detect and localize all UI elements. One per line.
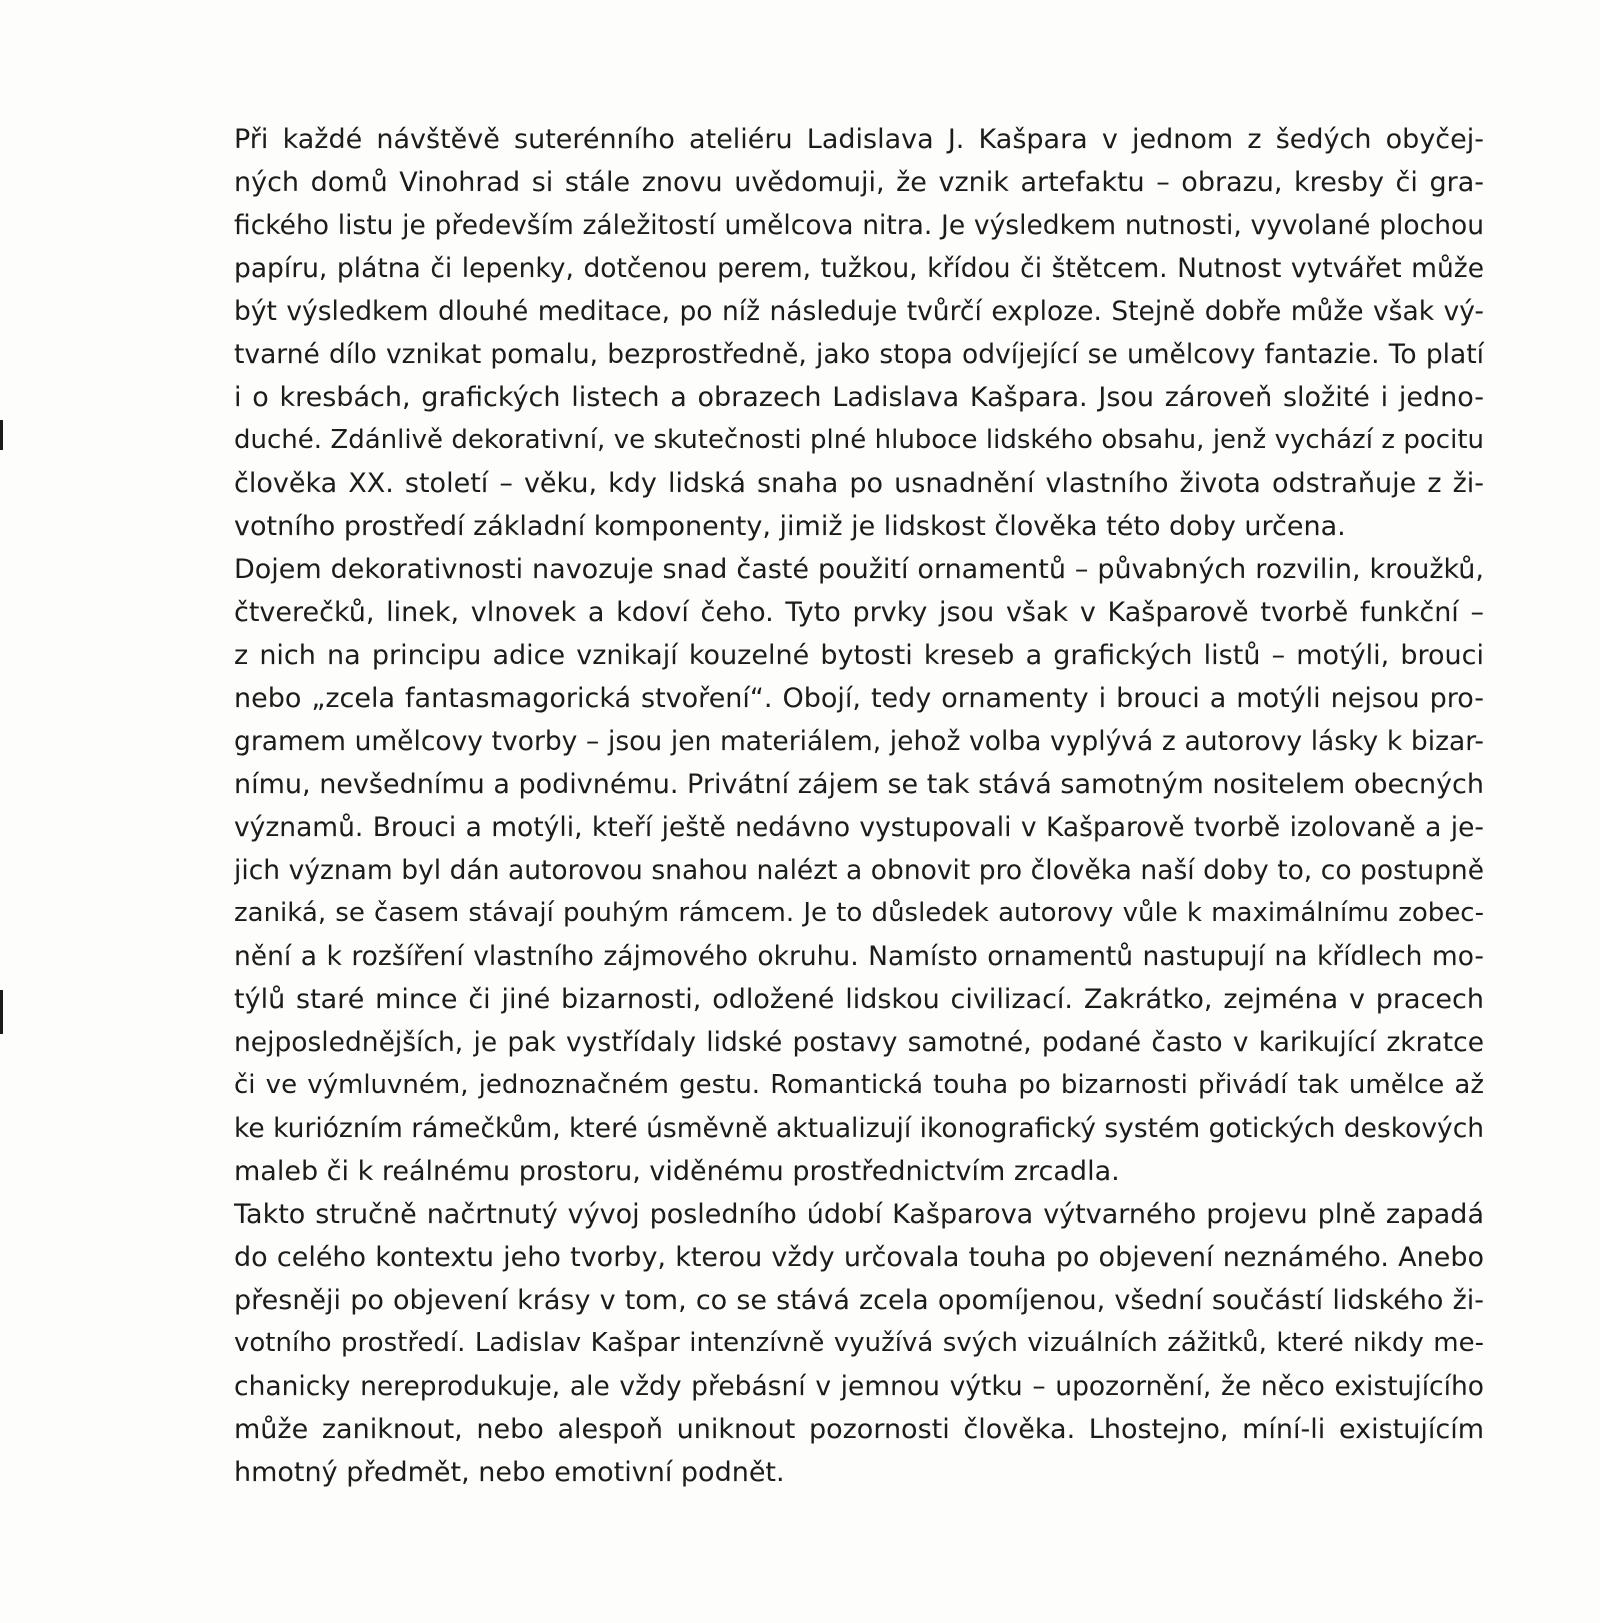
text-line: nímu, nevšednímu a podivnému. Privátní zájem se tak stává samotným nositelem obecných [234,769,1484,800]
text-line: týlů staré mince či jiné bizarnosti, odložené lidskou civilizací. Zakrátko, zejména v pracech [234,984,1484,1015]
text-line: významů. Brouci a motýli, kteří ještě nedávno vystupovali v Kašparově tvorbě izolovaně a je- [234,812,1484,843]
text-line: nění a k rozšíření vlastního zájmového okruhu. Namísto ornamentů nastupují na křídlech mo- [234,941,1484,972]
page-edge-mark [0,420,3,450]
text-line: nejposlednějších, je pak vystřídaly lidské postavy samotné, podané často v karikující zkratce [234,1027,1484,1058]
text-line: ke kuriózním rámečkům, které úsměvně aktualizují ikonografický systém gotických deskových [234,1113,1484,1144]
text-line: zaniká, se časem stávají pouhým rámcem. Je to důsledek autorovy vůle k maximálnímu zobec- [234,898,1484,928]
text-line: člověka XX. století – věku, kdy lidská snaha po usnadnění vlastního života odstraňuje z ži- [234,468,1484,499]
text-line: papíru, plátna či lepenky, dotčenou perem, tužkou, křídou či štětcem. Nutnost vytvářet může [234,253,1484,284]
text-line: či ve výmluvném, jednoznačném gestu. Romantická touha po bizarnosti přivádí tak umělce až [234,1070,1484,1100]
text-line: čtverečků, linek, vlnovek a kdoví čeho. Tyto prvky jsou však v Kašparově tvorbě funkční – [234,597,1484,628]
text-line: duché. Zdánlivě dekorativní, ve skutečnosti plné hluboce lidského obsahu, jenž vychází z pocitu [234,425,1484,455]
text-line: do celého kontextu jeho tvorby, kterou vždy určovala touha po objevení neznámého. Anebo [234,1242,1484,1273]
text-line: může zaniknout, nebo alespoň uniknout pozornosti člověka. Lhostejno, míní-li existujícím [234,1414,1484,1445]
text-line: Takto stručně načrtnutý vývoj posledního údobí Kašparova výtvarného projevu plně zapadá [234,1199,1484,1230]
text-line: gramem umělcovy tvorby – jsou jen materiálem, jehož volba vyplývá z autorovy lásky k bizar- [234,726,1484,757]
text-line: přesněji po objevení krásy v tom, co se stává zcela opomíjenou, všední součástí lidského ži- [234,1285,1484,1316]
page-edge-mark [0,990,3,1034]
text-line: hmotný předmět, nebo emotivní podnět. [234,1457,785,1488]
text-line: být výsledkem dlouhé meditace, po níž následuje tvůrčí exploze. Stejně dobře může však vý- [234,296,1484,327]
text-line: tvarné dílo vznikat pomalu, bezprostředně, jako stopa odvíjející se umělcovy fantazie. To platí [234,339,1484,370]
text-line: chanicky nereprodukuje, ale vždy přebásní v jemnou výtku – upozornění, že něco existujícího [234,1371,1484,1402]
text-line: ných domů Vinohrad si stále znovu uvědomuji, že vznik artefaktu – obrazu, kresby či gra- [234,167,1484,198]
text-line: maleb či k reálnému prostoru, viděnému prostřednictvím zrcadla. [234,1156,1120,1187]
text-line: Dojem dekorativnosti navozuje snad časté použití ornamentů – půvabných rozvilin, kroužků, [234,554,1484,585]
text-line: votního prostředí základní komponenty, jimiž je lidskost člověka této doby určena. [234,511,1346,542]
text-line: fického listu je především záležitostí umělcova nitra. Je výsledkem nutnosti, vyvolané plochou [234,210,1484,241]
text-line: jich význam byl dán autorovou snahou nalézt a obnovit pro člověka naší doby to, co postupně [234,855,1484,886]
text-line: nebo „zcela fantasmagorická stvoření“. Obojí, tedy ornamenty i brouci a motýli nejsou pro- [234,683,1484,714]
text-line: votního prostředí. Ladislav Kašpar intenzívně využívá svých vizuálních zážitků, které nikdy me- [234,1328,1484,1358]
body-text [234,118,1484,1494]
text-line: i o kresbách, grafických listech a obrazech Ladislava Kašpara. Jsou zároveň složité i jedno- [234,382,1484,413]
text-line: z nich na principu adice vznikají kouzelné bytosti kreseb a grafických listů – motýli, brouci [234,640,1484,671]
text-line: Při každé návštěvě suterénního ateliéru Ladislava J. Kašpara v jednom z šedých obyčej- [234,124,1484,155]
